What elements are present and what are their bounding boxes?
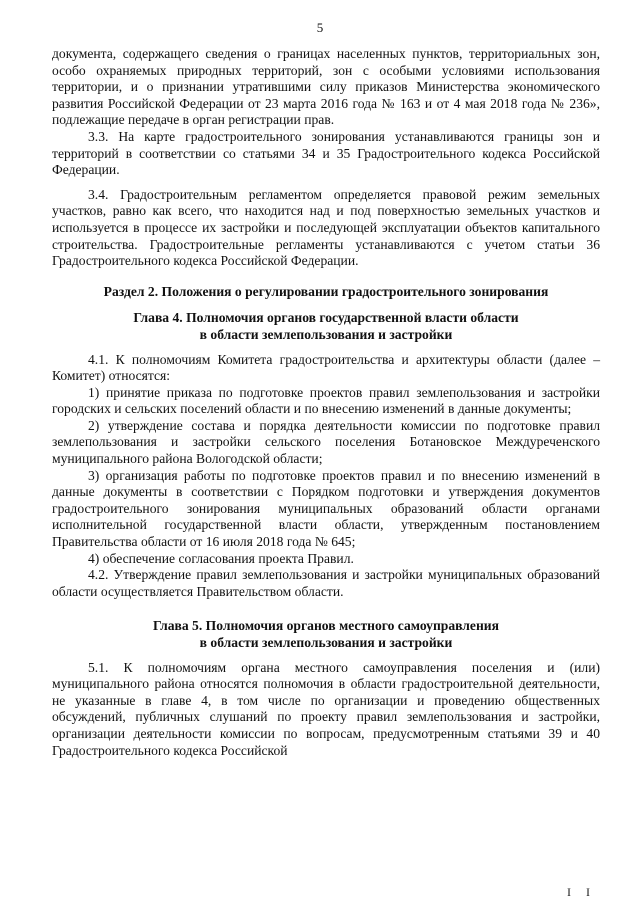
list-item-4: 4) обеспечение согласования проекта Правил. xyxy=(88,550,354,566)
chapter-4-title-line1: Глава 4. Полномочия органов государственной власти области xyxy=(133,310,519,326)
list-item-2: 2) утверждение состава и порядка деятельности комиссии по подготовке правил землепользования и застройки сельского поселения Ботановское Междуреченского муниципального района Вологодской области; xyxy=(52,417,600,467)
list-item-1: 1) принятие приказа по подготовке проектов правил землепользования и застройки городских и сельских поселений области и по внесению изменений в данные документы; xyxy=(52,384,600,417)
chapter-5-title-line2: в области землепользования и застройки xyxy=(199,635,453,650)
paragraph-3-4: 3.4. Градостроительным регламентом определяется правовой режим земельных участков, равно как всего, что находится над и под поверхностью земельных участков и используется в процессе их застройки и последующей эксплуатации объектов капитального строительства. Градостроительные регламенты устанавливаются с учетом статьи 36 Градостроительного кодекса Российской Федерации. xyxy=(52,186,600,269)
paragraph-4-1: 4.1. К полномочиям Комитета градостроительства и архитектуры области (далее – Комитет) относятся: xyxy=(52,351,600,384)
section-2-title: Раздел 2. Положения о регулировании градостроительного зонирования xyxy=(103,283,549,299)
paragraph-continuation: документа, содержащего сведения о границах населенных пунктов, территориальных зон, особо охраняемых природных территорий, зон с особыми условиями использования территории, и о признании утратившими силу приказов Министерства экономического развития Российской Федерации от 23 марта 2016 года № 163 и от 4 мая 2018 года № 236», подлежащие передаче в орган регистрации прав. xyxy=(52,46,600,128)
spacer xyxy=(52,179,600,187)
chapter-5-title-line1: Глава 5. Полномочия органов местного самоуправления xyxy=(152,618,499,634)
paragraph-5-1: 5.1. К полномочиям органа местного самоуправления поселения и (или) муниципального района относятся полномочия в области градостроительной деятельности, не указанные в главе 4, в том числе по организации и проведению общественных обсуждений, публичных слушаний по проекту правил землепользования и застройки, организации деятельности комиссии по вопросам, предусмотренным статьями 39 и 40 Градостроительного кодекса Российской xyxy=(52,659,600,758)
footer-marks: I I xyxy=(567,885,596,899)
paragraph-3-3: 3.3. На карте градостроительного зонирования устанавливаются границы зон и территорий в соответствии со статьями 34 и 35 Градостроительного кодекса Российской Федерации. xyxy=(52,128,600,178)
chapter-4-title-line2: в области землепользования и застройки xyxy=(199,326,453,342)
list-item-3: 3) организация работы по подготовке проектов правил и по внесению изменений в данные документы в соответствии с Порядком подготовки и утверждения документов градостроительного зонирования муниципальных образований области органами исполнительной государственной власти области, утвержденным постановлением Правительства области от 16 июля 2018 года № 645; xyxy=(52,467,600,550)
chapter-4-title xyxy=(52,310,600,343)
page-number: 5 xyxy=(316,20,324,35)
chapter-5-title xyxy=(52,618,600,651)
document-body xyxy=(52,46,600,759)
paragraph-4-2: 4.2. Утверждение правил землепользования и застройки муниципальных образований области осуществляется Правительством области. xyxy=(52,567,600,599)
